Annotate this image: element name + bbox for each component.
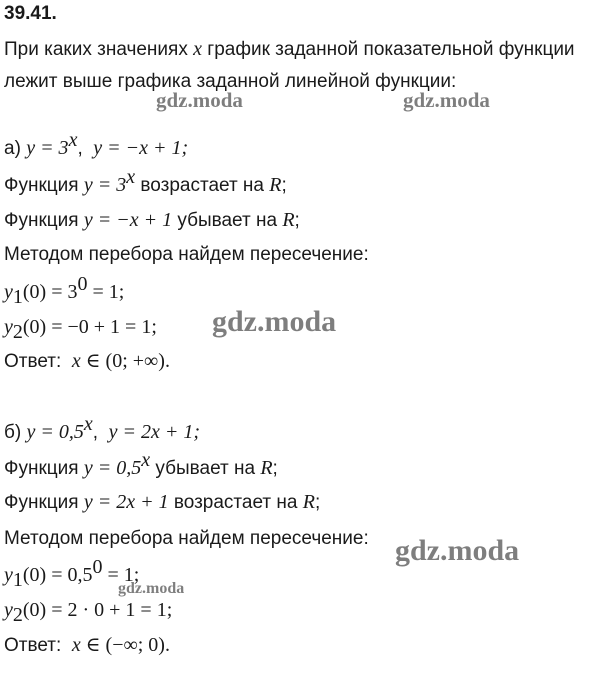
part-a-answer: Ответ: x ∈ (0; +∞). — [4, 350, 170, 372]
part-b-y2: $y_2(0) = 2 \cdot 0 + 1 = 1$; — [4, 599, 173, 626]
part-b-method: Методом перебора найдем пересечение: — [4, 528, 369, 549]
watermark: gdz.moda — [403, 88, 490, 112]
watermark: gdz.moda — [395, 534, 520, 567]
question-line-1: При каких значениях x график заданной показательной функции — [4, 38, 575, 60]
question-line-2: лежит выше графика заданной линейной функции: — [4, 71, 457, 92]
watermark: gdz.moda — [212, 305, 337, 338]
watermark: gdz.moda — [156, 88, 243, 112]
part-b-function-1: Функция $y = 0,5^x$ убывает на R; — [4, 449, 278, 479]
part-a-y1: $y_1(0) = 3^0 = 1$; — [4, 273, 125, 308]
part-b-y1: $y_1(0) = 0,5^0 = 1$; — [4, 556, 140, 591]
part-a-y2: $y_2(0) = -0 + 1 = 1$; — [4, 316, 157, 343]
problem-number: 39.41. — [4, 3, 57, 24]
part-b-answer: Ответ: x ∈ (−∞; 0). — [4, 634, 170, 656]
part-a-function-2: Функция y = −x + 1 убывает на R; — [4, 209, 300, 231]
part-b-function-2: Функция y = 2x + 1 возрастает на R; — [4, 491, 321, 513]
watermark: gdz.moda — [118, 580, 185, 597]
part-a-equations: а) $y = 3^x$, y = −x + 1; — [4, 129, 189, 159]
part-a-function-1: Функция $y = 3^x$ возрастает на R; — [4, 166, 287, 196]
part-b-equations: б) $y = 0,5^x$, y = 2x + 1; — [4, 413, 201, 443]
part-a-method: Методом перебора найдем пересечение: — [4, 244, 369, 265]
